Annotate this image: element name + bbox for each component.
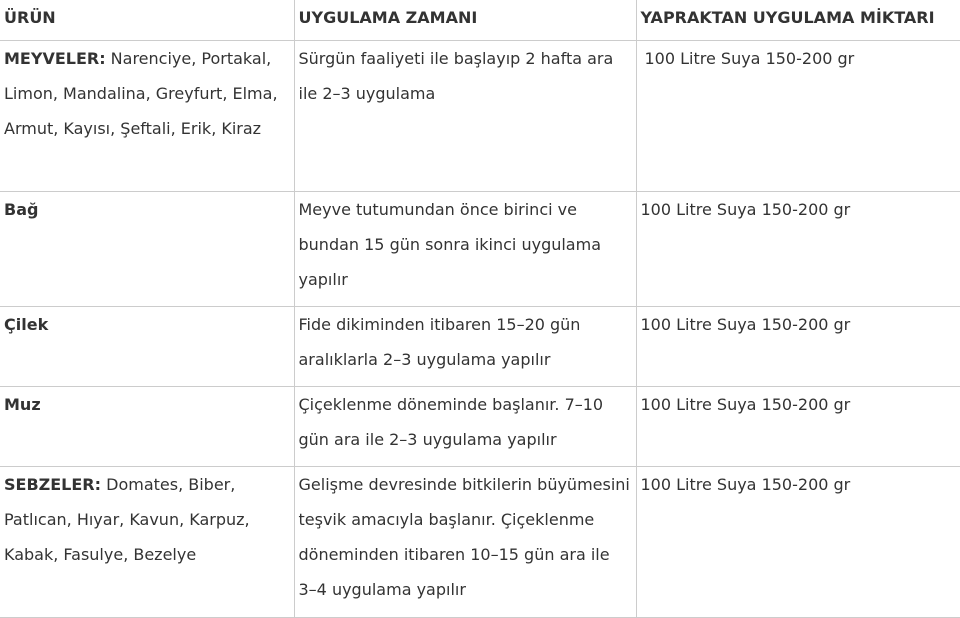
- product-list: Narenciye, Portakal, Limon, Mandalina, Greyfurt, Elma, Armut, Kayısı, Şeftali, Erik, Kiraz: [4, 49, 278, 138]
- amount-cell: 100 Litre Suya 150-200 gr: [636, 307, 960, 387]
- product-cell: [0, 387, 294, 467]
- product-category: Muz: [4, 395, 41, 414]
- table-row: [0, 387, 960, 467]
- amount-cell: 100 Litre Suya 150-200 gr: [636, 387, 960, 467]
- amount-cell: [636, 41, 960, 192]
- amount-cell: 100 Litre Suya 150-200 gr: [636, 467, 960, 618]
- product-cell: [0, 467, 294, 618]
- timing-cell: Fide dikiminden itibaren 15–20 gün aralıklarla 2–3 uygulama yapılır: [294, 307, 636, 387]
- product-cell: [0, 307, 294, 387]
- product-category: MEYVELER:: [4, 49, 106, 68]
- product-cell: [0, 41, 294, 192]
- table-row: [0, 307, 960, 387]
- timing-cell: Çiçeklenme döneminde başlanır. 7–10 gün ara ile 2–3 uygulama yapılır: [294, 387, 636, 467]
- product-category: Çilek: [4, 315, 49, 334]
- header-timing: UYGULAMA ZAMANI: [294, 0, 636, 41]
- table-row: [0, 41, 960, 192]
- amount-text: 100 Litre Suya 150-200 gr: [644, 49, 855, 68]
- table-row: [0, 467, 960, 618]
- table-row: [0, 192, 960, 307]
- product-cell: [0, 192, 294, 307]
- timing-cell: Gelişme devresinde bitkilerin büyümesini teşvik amacıyla başlanır. Çiçeklenme döneminden itibaren 10–15 gün ara ile 3–4 uygulama yapılır: [294, 467, 636, 618]
- header-row: [0, 0, 960, 41]
- header-amount: YAPRAKTAN UYGULAMA MİKTARI: [636, 0, 960, 41]
- product-category: Bağ: [4, 200, 39, 219]
- product-list: Domates, Biber, Patlıcan, Hıyar, Kavun, Karpuz, Kabak, Fasulye, Bezelye: [4, 475, 250, 564]
- timing-cell: Meyve tutumundan önce birinci ve bundan 15 gün sonra ikinci uygulama yapılır: [294, 192, 636, 307]
- header-product: ÜRÜN: [0, 0, 294, 41]
- product-category: SEBZELER:: [4, 475, 102, 494]
- timing-cell: Sürgün faaliyeti ile başlayıp 2 hafta ara ile 2–3 uygulama: [294, 41, 636, 192]
- amount-cell: 100 Litre Suya 150-200 gr: [636, 192, 960, 307]
